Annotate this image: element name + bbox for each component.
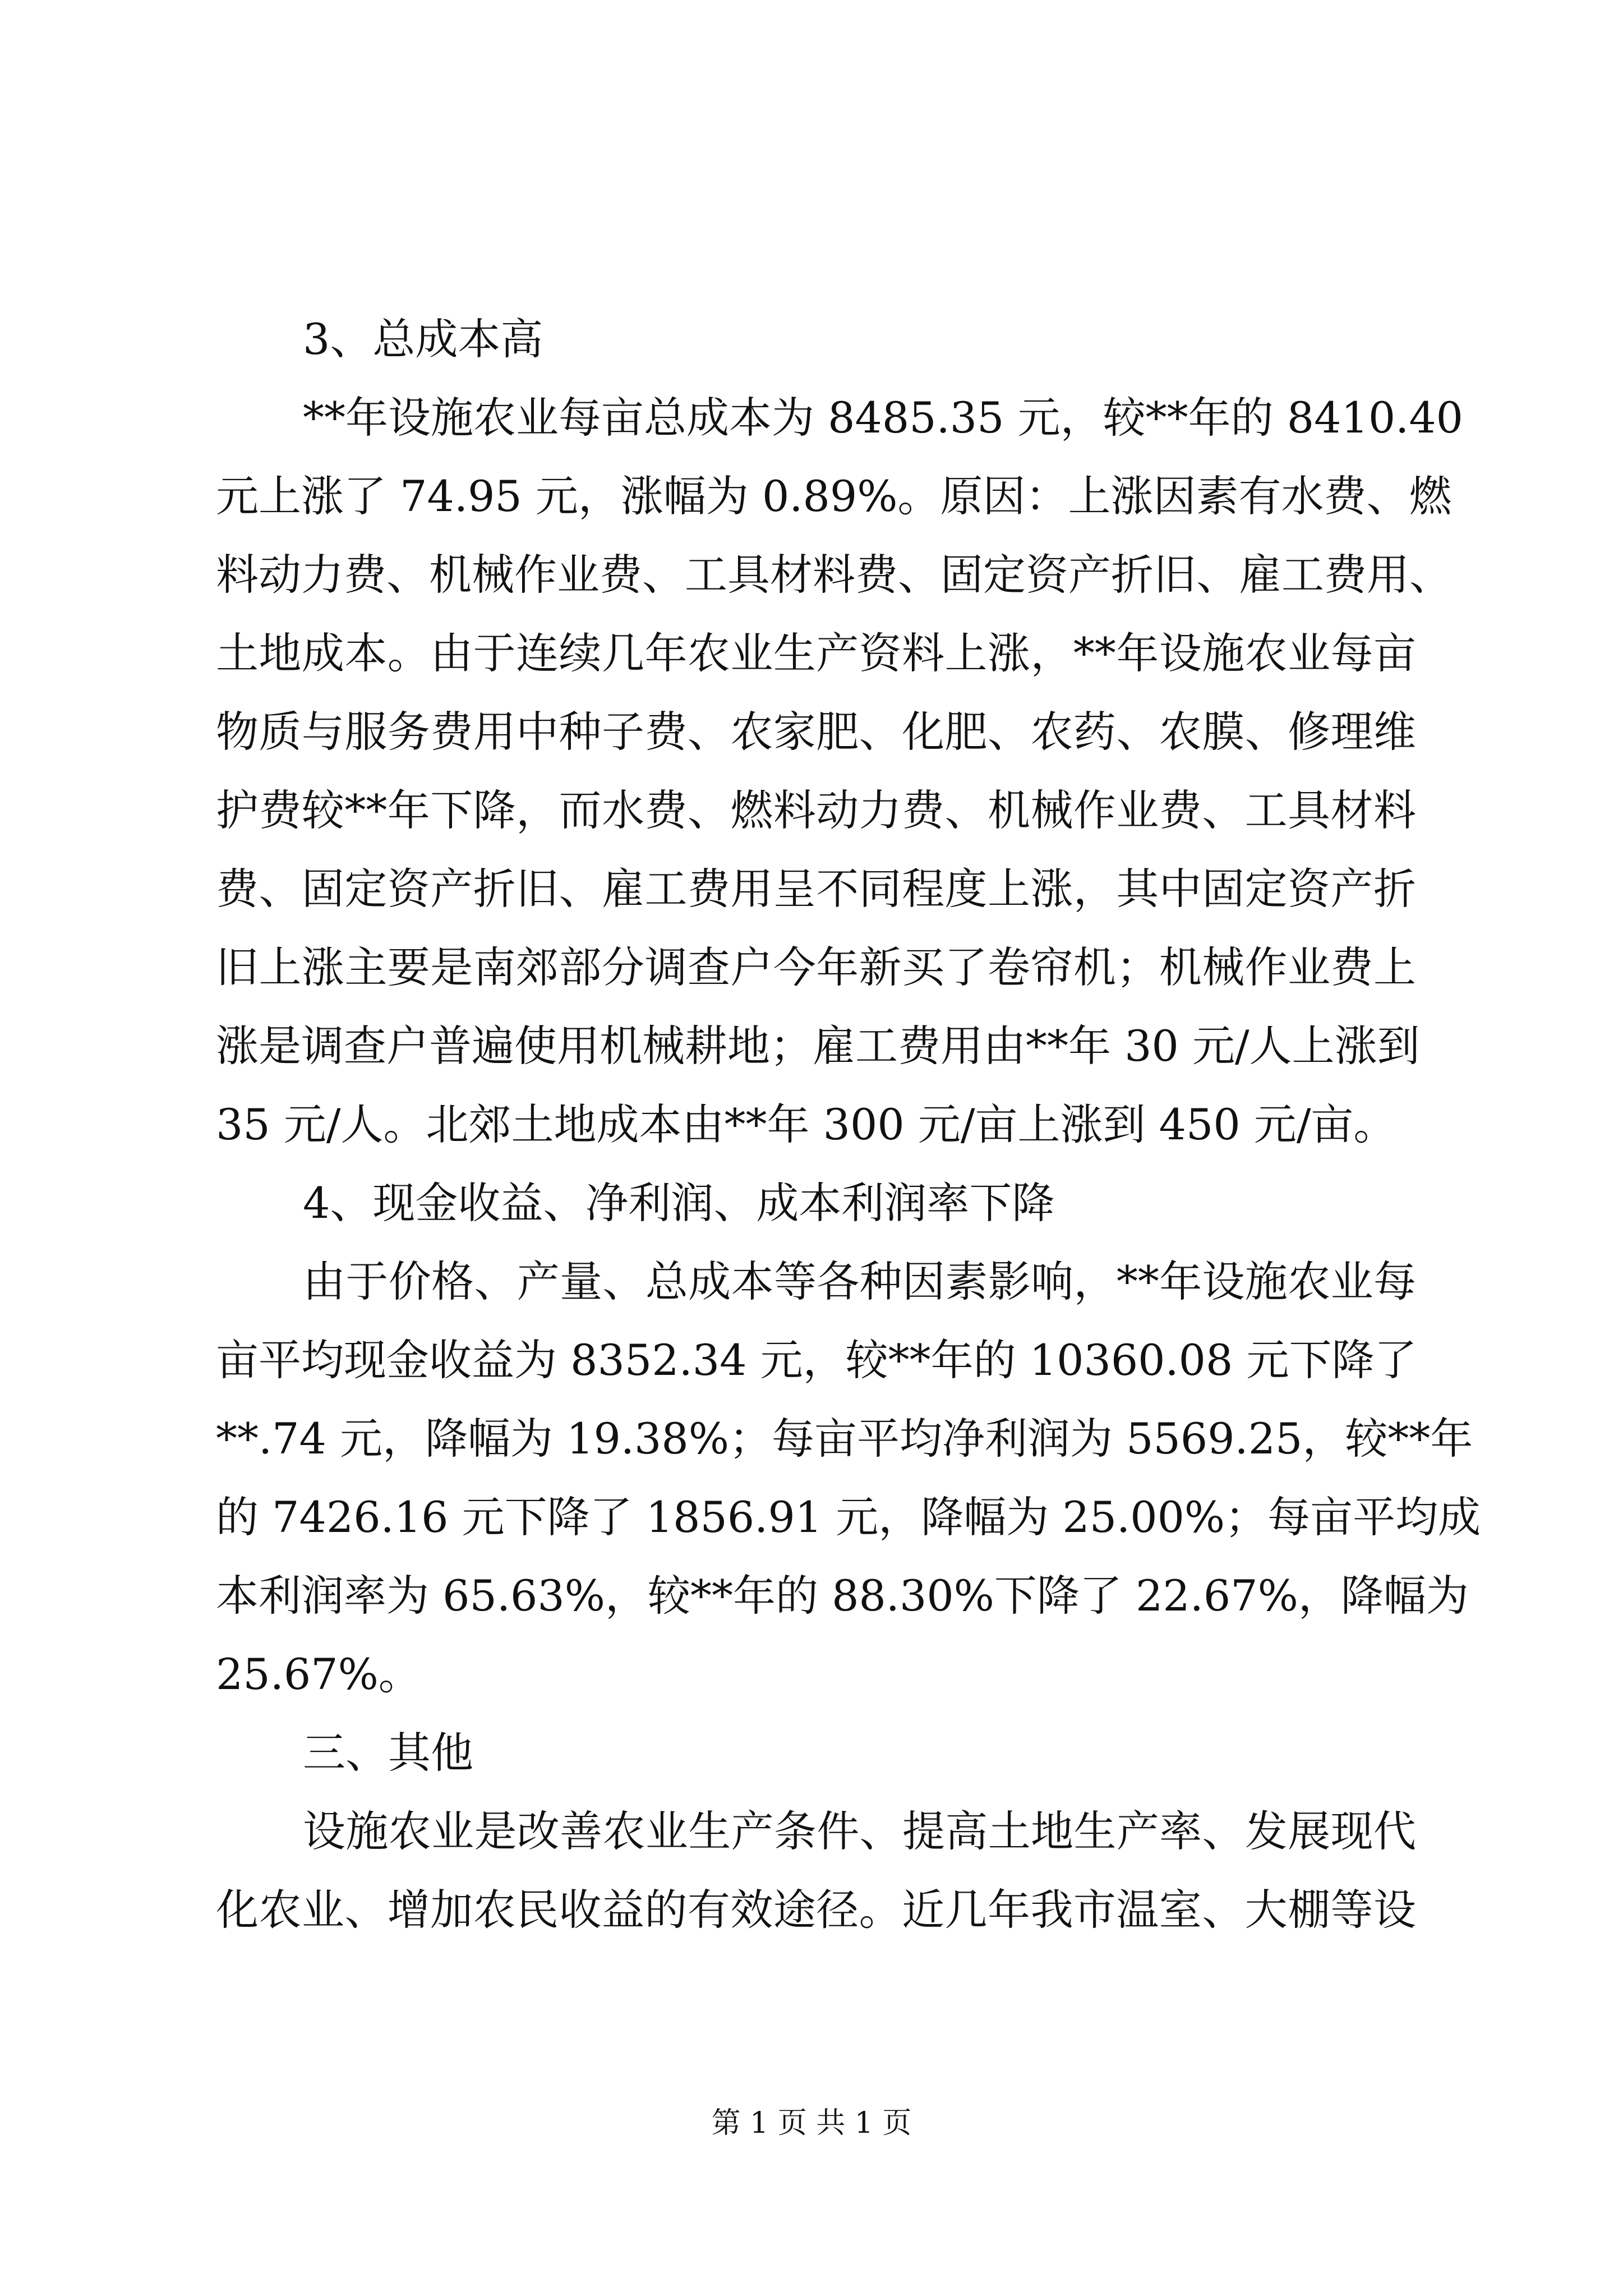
- paragraph-line: 费、固定资产折旧、雇工费用呈不同程度上涨，其中固定资产折: [216, 864, 1416, 914]
- paragraph-line: 化农业、增加农民收益的有效途径。近几年我市温室、大棚等设: [216, 1885, 1416, 1935]
- paragraph-line: **年设施农业每亩总成本为 8485.35 元，较**年的 8410.40: [303, 393, 1464, 443]
- paragraph-line: 旧上涨主要是南郊部分调查户今年新买了卷帘机；机械作业费上: [216, 942, 1416, 992]
- paragraph-line: 元上涨了 74.95 元，涨幅为 0.89%。原因：上涨因素有水费、燃: [216, 471, 1452, 521]
- paragraph-line: 设施农业是改善农业生产条件、提高土地生产率、发展现代: [303, 1806, 1416, 1856]
- paragraph-line: 35 元/人。北郊土地成本由**年 300 元/亩上涨到 450 元/亩。: [216, 1099, 1396, 1149]
- paragraph-line: 护费较**年下降，而水费、燃料动力费、机械作业费、工具材料: [216, 785, 1416, 835]
- paragraph-line: 由于价格、产量、总成本等各种因素影响，**年设施农业每: [303, 1257, 1416, 1306]
- paragraph-line: 本利润率为 65.63%，较**年的 88.30%下降了 22.67%，降幅为: [216, 1571, 1469, 1621]
- paragraph-line: 土地成本。由于连续几年农业生产资料上涨，**年设施农业每亩: [216, 628, 1416, 678]
- heading-other: 三、其他: [303, 1728, 473, 1778]
- paragraph-line: 涨是调查户普遍使用机械耕地；雇工费用由**年 30 元/人上涨到: [216, 1021, 1420, 1071]
- paragraph-line: **.74 元，降幅为 19.38%；每亩平均净利润为 5569.25，较**年: [216, 1414, 1473, 1464]
- paragraph-line: 物质与服务费用中种子费、农家肥、化肥、农药、农膜、修理维: [216, 707, 1416, 757]
- heading-profit-decline: 4、现金收益、净利润、成本利润率下降: [303, 1178, 1055, 1228]
- page-footer: 第 1 页 共 1 页: [711, 2106, 912, 2140]
- paragraph-line: 亩平均现金收益为 8352.34 元，较**年的 10360.08 元下降了: [216, 1335, 1417, 1385]
- paragraph-line: 的 7426.16 元下降了 1856.91 元，降幅为 25.00%；每亩平均成: [216, 1492, 1481, 1542]
- paragraph-line: 25.67%。: [216, 1649, 421, 1699]
- paragraph-line: 料动力费、机械作业费、工具材料费、固定资产折旧、雇工费用、: [216, 550, 1452, 600]
- heading-total-cost: 3、总成本高: [303, 314, 543, 364]
